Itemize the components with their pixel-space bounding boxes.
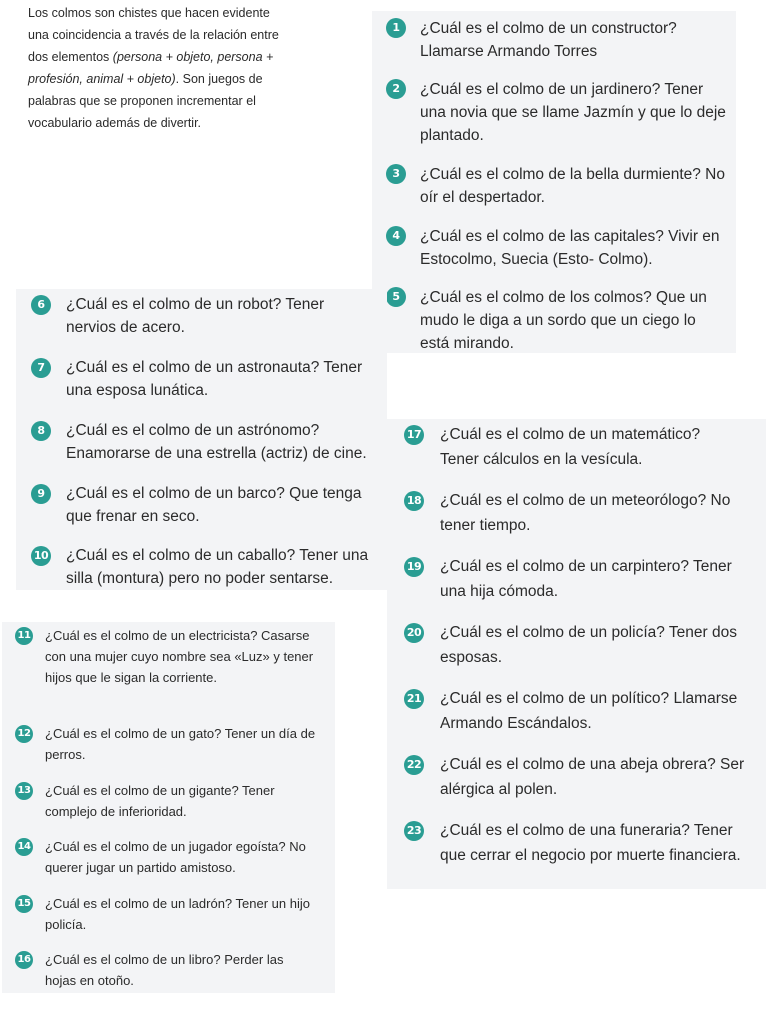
jokes-panel-1-5 [372,11,736,353]
joke-text: ¿Cuál es el colmo de un político? Llamarse Armando Escándalos. [440,690,738,732]
number-badge: 17 [404,425,424,445]
joke-text: ¿Cuál es el colmo de un jugador egoísta? No querer jugar un partido amistoso. [45,839,306,875]
number-badge: 14 [15,838,33,856]
number-badge: 1 [386,18,406,38]
intro-italic: (persona + objeto, persona + profesión, animal + objeto) [28,50,274,86]
jokes-panel-17-23 [387,419,766,889]
number-badge: 13 [15,782,33,800]
number-badge: 12 [15,725,33,743]
number-badge: 15 [15,895,33,913]
joke-text: ¿Cuál es el colmo de un astrónomo? Enamorarse de una estrella (actriz) de cine. [66,422,367,462]
joke-text: ¿Cuál es el colmo de los colmos? Que un mudo le diga a un sordo que un ciego lo está mirando. [420,289,707,352]
number-badge: 8 [31,421,51,441]
intro-paragraph [28,2,290,134]
number-badge: 23 [404,821,424,841]
joke-text: ¿Cuál es el colmo de una abeja obrera? Ser alérgica al polen. [440,756,745,798]
number-badge: 16 [15,951,33,969]
number-badge: 7 [31,358,51,378]
joke-text: ¿Cuál es el colmo de un electricista? Casarse con una mujer cuyo nombre sea «Luz» y tener hijos que le sigan la corriente. [45,628,314,685]
number-badge: 20 [404,623,424,643]
joke-text: ¿Cuál es el colmo de un astronauta? Tener una esposa lunática. [66,359,363,399]
number-badge: 18 [404,491,424,511]
joke-text: ¿Cuál es el colmo de una funeraria? Tener que cerrar el negocio por muerte financiera. [440,822,741,864]
joke-text: ¿Cuál es el colmo de un ladrón? Tener un hijo policía. [45,896,310,932]
number-badge: 10 [31,546,51,566]
number-badge: 11 [15,627,33,645]
joke-text: ¿Cuál es el colmo de un barco? Que tenga que frenar en seco. [66,485,362,525]
joke-text: ¿Cuál es el colmo de un policía? Tener dos esposas. [440,624,737,666]
joke-text: ¿Cuál es el colmo de un gigante? Tener complejo de inferioridad. [45,783,275,819]
joke-text: ¿Cuál es el colmo de un constructor? Llamarse Armando Torres [420,20,677,60]
joke-text: ¿Cuál es el colmo de un matemático? Tener cálculos en la vesícula. [440,426,701,468]
joke-text: ¿Cuál es el colmo de un carpintero? Tener una hija cómoda. [440,558,732,600]
number-badge: 2 [386,79,406,99]
jokes-panel-6-10 [16,289,387,590]
joke-text: ¿Cuál es el colmo de un libro? Perder las hojas en otoño. [45,952,284,988]
number-badge: 19 [404,557,424,577]
joke-text: ¿Cuál es el colmo de un robot? Tener nervios de acero. [66,296,325,336]
number-badge: 5 [386,287,406,307]
intro-text-1: Los colmos son chistes que hacen evidente una coincidencia a través de la relación entre dos elementos [28,6,279,64]
joke-text: ¿Cuál es el colmo de un meteorólogo? No tener tiempo. [440,492,731,534]
joke-text: ¿Cuál es el colmo de la bella durmiente? No oír el despertador. [420,166,725,206]
number-badge: 6 [31,295,51,315]
number-badge: 4 [386,226,406,246]
number-badge: 22 [404,755,424,775]
joke-text: ¿Cuál es el colmo de un caballo? Tener una silla (montura) pero no poder sentarse. [66,547,369,587]
jokes-panel-11-16 [2,622,335,993]
joke-text: ¿Cuál es el colmo de las capitales? Vivir en Estocolmo, Suecia (Esto- Colmo). [420,228,720,268]
number-badge: 21 [404,689,424,709]
intro-text-2: . Son juegos de palabras que se proponen incrementar el vocabulario además de divertir. [28,72,263,130]
joke-text: ¿Cuál es el colmo de un jardinero? Tener una novia que se llame Jazmín y que lo deje plantado. [420,81,726,144]
joke-text: ¿Cuál es el colmo de un gato? Tener un día de perros. [45,726,316,762]
number-badge: 9 [31,484,51,504]
number-badge: 3 [386,164,406,184]
